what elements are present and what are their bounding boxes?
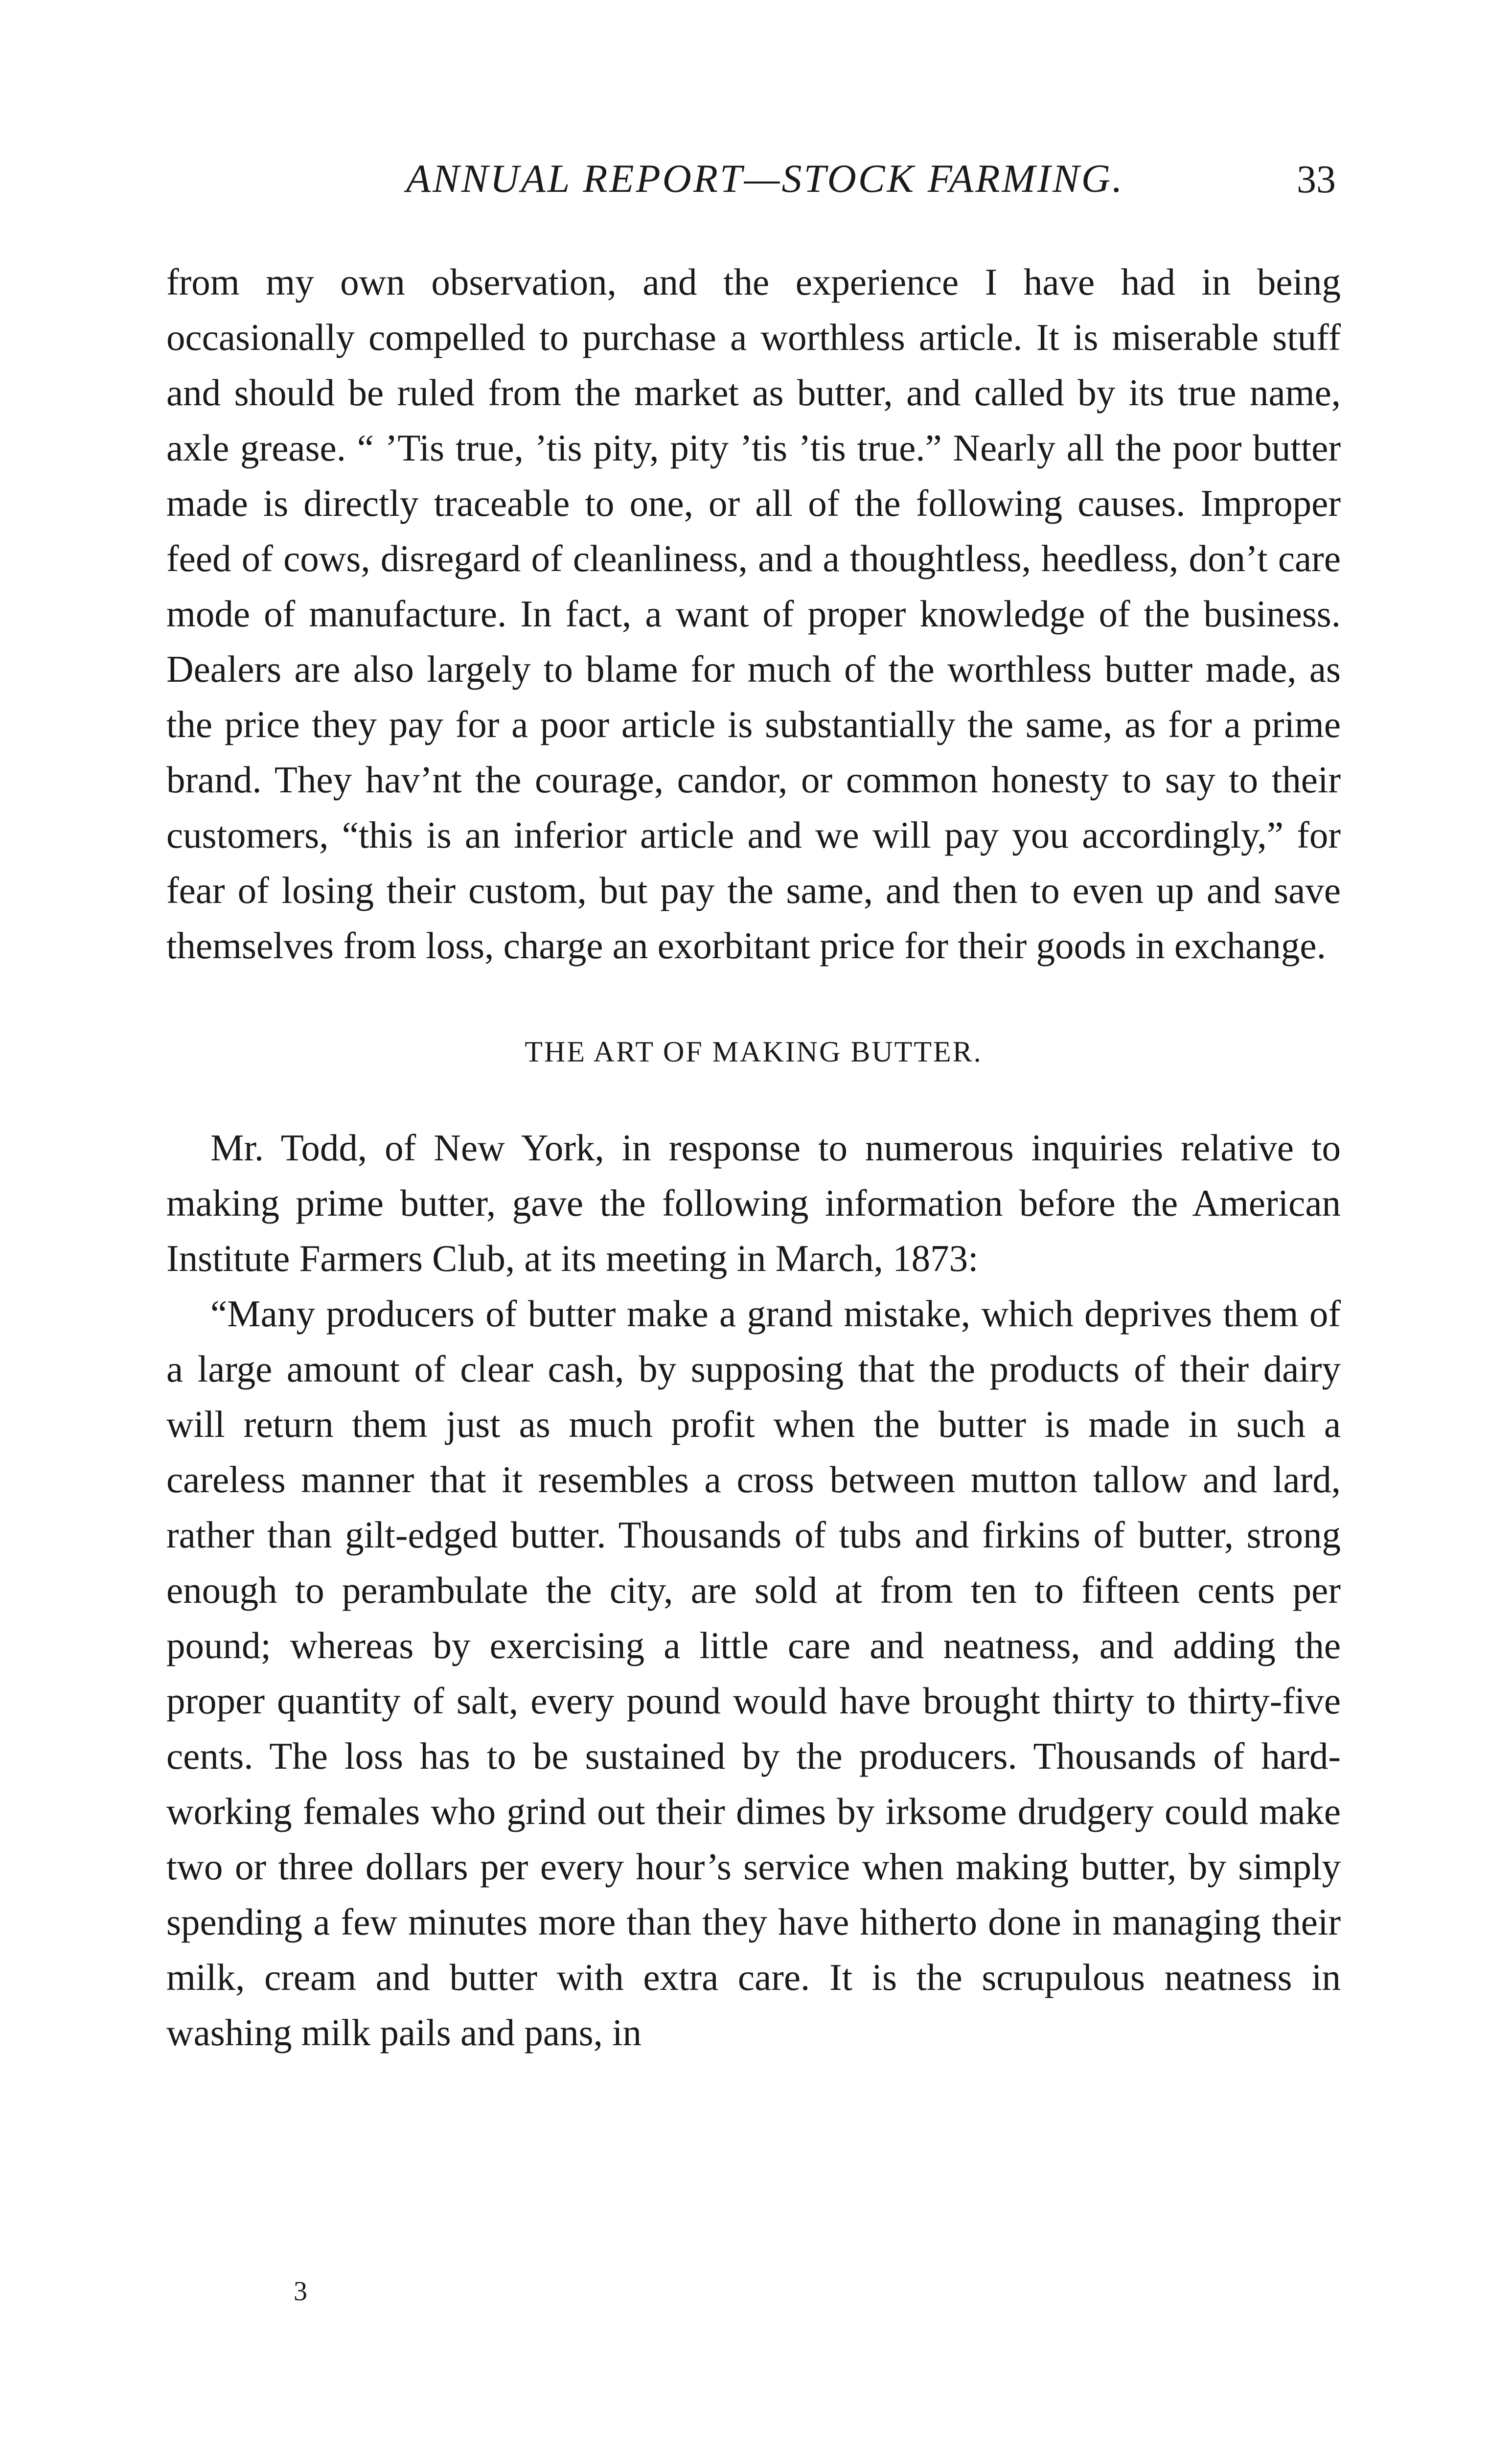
paragraph-todd-intro: Mr. Todd, of New York, in response to numerous inquiries relative to making prime butter, gave the following information before the American Institute Farmers Club, at its meeting in March, 1873: <box>166 1127 1341 1279</box>
running-title: ANNUAL REPORT—STOCK FARMING. <box>406 156 1124 201</box>
body-text <box>166 254 1341 2060</box>
page-number: 33 <box>1297 158 1336 201</box>
section-heading: THE ART OF MAKING BUTTER. <box>525 1036 983 1068</box>
page-header <box>166 147 1341 220</box>
paragraph-continuation: from my own observation, and the experience I have had in being occasionally compelled to purchase a worthless article. It is miserable stuff and should be ruled from the market as butter, and called by its true name, axle grease. “ ’Tis true, ’tis pity, pity ’tis ’tis true.” Nearly all the poor butter made is directly traceable to one, or all of the following causes. Improper feed of cows, disregard of cleanliness, and a thoughtless, heedless, don’t care mode of manufacture. In fact, a want of proper knowledge of the business. Dealers are also largely to blame for much of the worthless butter made, as the price they pay for a poor article is substantially the same, as for a prime brand. They hav’nt the courage, candor, or common honesty to say to their customers, “this is an inferior article and we will pay you accordingly,” for fear of losing their custom, but pay the same, and then to even up and save themselves from loss, charge an exorbitant price for their goods in exchange. <box>166 261 1341 967</box>
signature-mark: 3 <box>294 2276 307 2307</box>
paragraph-quote: “Many producers of butter make a grand mistake, which deprives them of a large amount of clear cash, by supposing that the products of their dairy will return them just as much profit when the butter is made in such a careless manner that it resembles a cross between mutton tallow and lard, rather than gilt-edged butter. Thousands of tubs and firkins of butter, strong enough to perambulate the city, are sold at from ten to fifteen cents per pound; whereas by exercising a little care and neatness, and adding the proper quantity of salt, every pound would have brought thirty to thirty-five cents. The loss has to be sustained by the producers. Thousands of hard-working females who grind out their dimes by irksome drudgery could make two or three dollars per every hour’s service when making butter, by simply spending a few minutes more than they have hitherto done in managing their milk, cream and butter with extra care. It is the scrupulous neatness in washing milk pails and pans, in <box>166 1293 1341 2054</box>
